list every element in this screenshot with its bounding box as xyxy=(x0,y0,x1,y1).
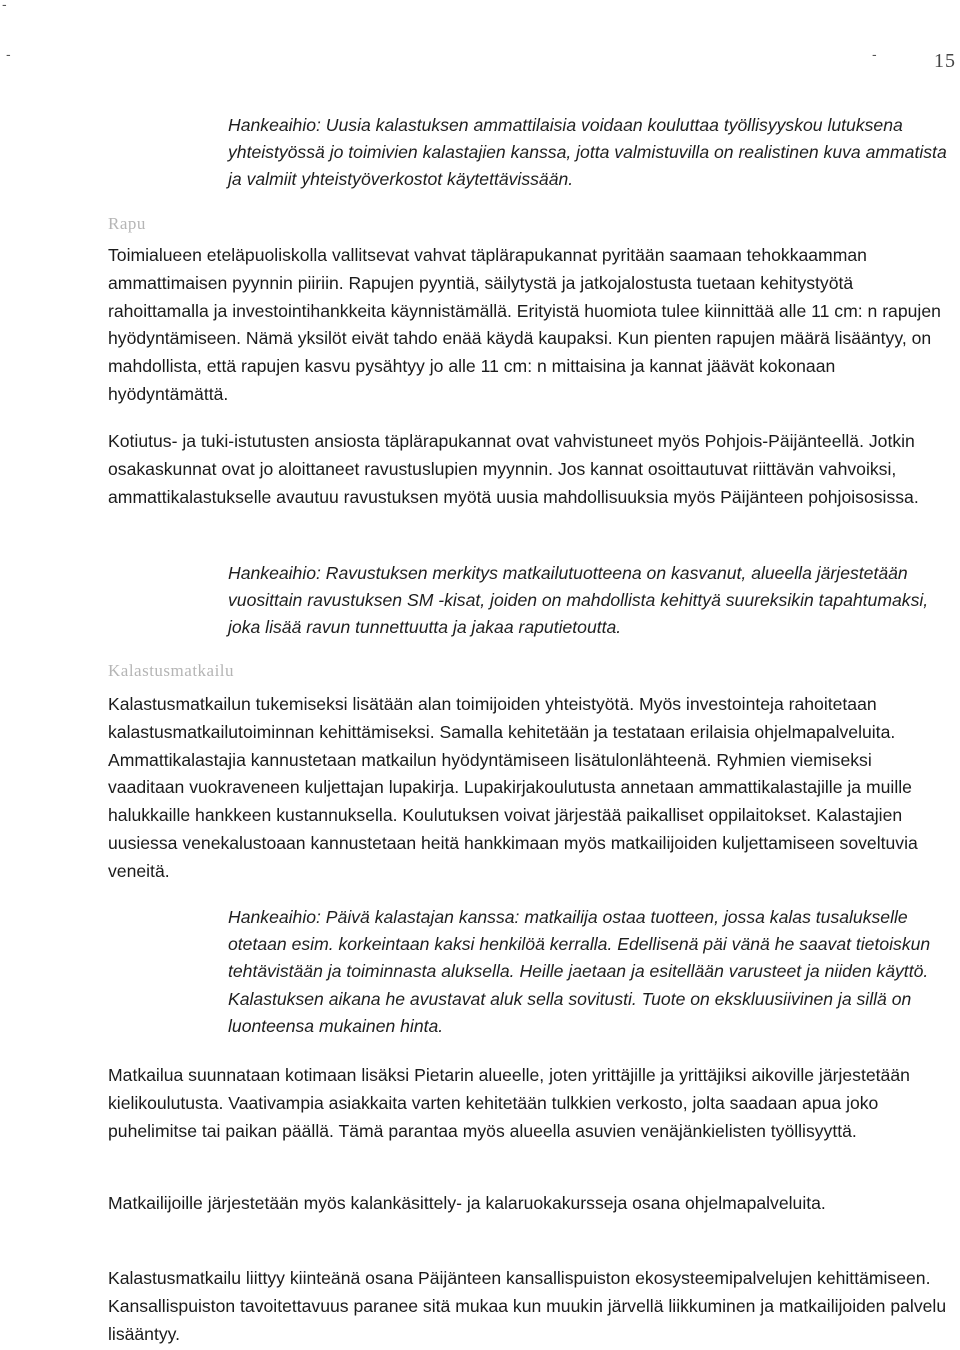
page-number: 15 xyxy=(934,50,956,72)
project-idea-day-with-fisherman: Hankeaihio: Päivä kalastajan kanssa: matkailija ostaa tuotteen, jossa kalas tusalukselle otetaan esim. korkeintaan kaksi henkilöä kerralla. Edellisenä päi vänä he saavat tietoiskun tehtävistään ja toiminnasta aluksella. Heille jaetaan ja esitellään varusteet ja niiden käyttö. Kalastuksen aikana he avustavat aluk sella sovitusti. Tuote on ekskluusiivinen ja sillä on luonteensa mukainen hinta. xyxy=(228,907,931,1036)
paragraph-kalastusmatkailu-4: Kalastusmatkailu liittyy kiinteänä osana Päijänteen kansallispuiston ekosysteemipalvelujen kehittämiseen. Kansallispuiston tavoitettavuus paranee sitä mukaa kun muukin järvellä liikkuminen ja matkailijoiden palvelu lisääntyy. xyxy=(108,1268,947,1344)
section-heading-rapu: Rapu xyxy=(108,214,146,233)
scan-mark-left: - xyxy=(6,46,11,62)
project-idea-crayfish-tourism: Hankeaihio: Ravustuksen merkitys matkailutuotteena on kasvanut, alueella järjestetään vuosittain ravustuksen SM -kisat, joiden on mahdollista kehittyä suureksikin tapahtumaksi, joka lisää ravun tunnettuutta ja jakaa raputietoutta. xyxy=(228,563,929,638)
project-idea-training: Hankeaihio: Uusia kalastuksen ammattilaisia voidaan kouluttaa työllisyyskou lutuksena yhteistyössä jo toimivien kalastajien kanssa, jotta valmistuvilla on realistinen kuva ammatista ja valmiit yhteistyöverkostot käytettävissään. xyxy=(228,115,947,190)
section-heading-kalastusmatkailu: Kalastusmatkailu xyxy=(108,661,235,680)
paragraph-kalastusmatkailu-2: Matkailua suunnataan kotimaan lisäksi Pietarin alueelle, joten yrittäjille ja yrittäjiksi aikoville järjestetään kielikoulutusta. Vaativampia asiakkaita varten kehitetään tulkkien verkosto, jolta saadaan apua joko puhelimitse tai paikan päällä. Tämä parantaa myös alueella asuvien venäjänkielisten työllisyyttä. xyxy=(108,1065,910,1141)
scan-mark-top: - xyxy=(2,0,7,12)
paragraph-rapu-1: Toimialueen eteläpuoliskolla vallitsevat vahvat täplärapukannat pyritään saamaan tehokkaamman ammattimaisen pyynnin piiriin. Rapujen pyyntiä, säilytystä ja jatkojalostusta tuetaan kehitystyötä rahoittamalla ja investointihankkeita käynnistämällä. Erityistä huomiota tulee kiinnittää alle 11 cm: n rapujen hyödyntämiseen. Nämä yksilöt eivät tahdo enää käydä kaupaksi. Kun pienten rapujen määrä lisääntyy, on mahdollista, että rapujen kasvu pysähtyy jo alle 11 cm: n mittaisina ja kannat jäävät kokonaan hyödyntämättä. xyxy=(108,245,941,404)
scan-mark-right: - xyxy=(872,46,877,62)
paragraph-kalastusmatkailu-3: Matkailijoille järjestetään myös kalankäsittely- ja kalaruokakursseja osana ohjelmapalveluita. xyxy=(108,1193,826,1213)
paragraph-rapu-2: Kotiutus- ja tuki-istutusten ansiosta täplärapukannat ovat vahvistuneet myös Pohjois-Päijänteellä. Jotkin osakaskunnat ovat jo aloittaneet ravustuslupien myynnin. Jos kannat osoittautuvat riittävän vahvoiksi, ammattikalastukselle avautuu ravustuksen myötä uusia mahdollisuuksia myös Päijänteen pohjoisosissa. xyxy=(108,431,919,507)
paragraph-kalastusmatkailu-1: Kalastusmatkailun tukemiseksi lisätään alan toimijoiden yhteistyötä. Myös investointeja rahoitetaan kalastusmatkailutoiminnan kehittämiseksi. Samalla kehitetään ja testataan erilaisia ohjelmapalveluita. Ammattikalastajia kannustetaan matkailun hyödyntämiseen lisätulonlähteenä. Ryhmien viemiseksi vaaditaan vuokraveneen kuljettajan lupakirja. Lupakirjakoulutusta annetaan ammattikalastajille ja muille halukkaille hankkeen kustannuksella. Koulutuksen voivat järjestää paikalliset oppilaitokset. Kalastajien uusiessa venekalustoaan kannustetaan heitä hankkimaan myös matkailijoiden kuljettamiseen soveltuvia veneitä. xyxy=(108,694,918,881)
